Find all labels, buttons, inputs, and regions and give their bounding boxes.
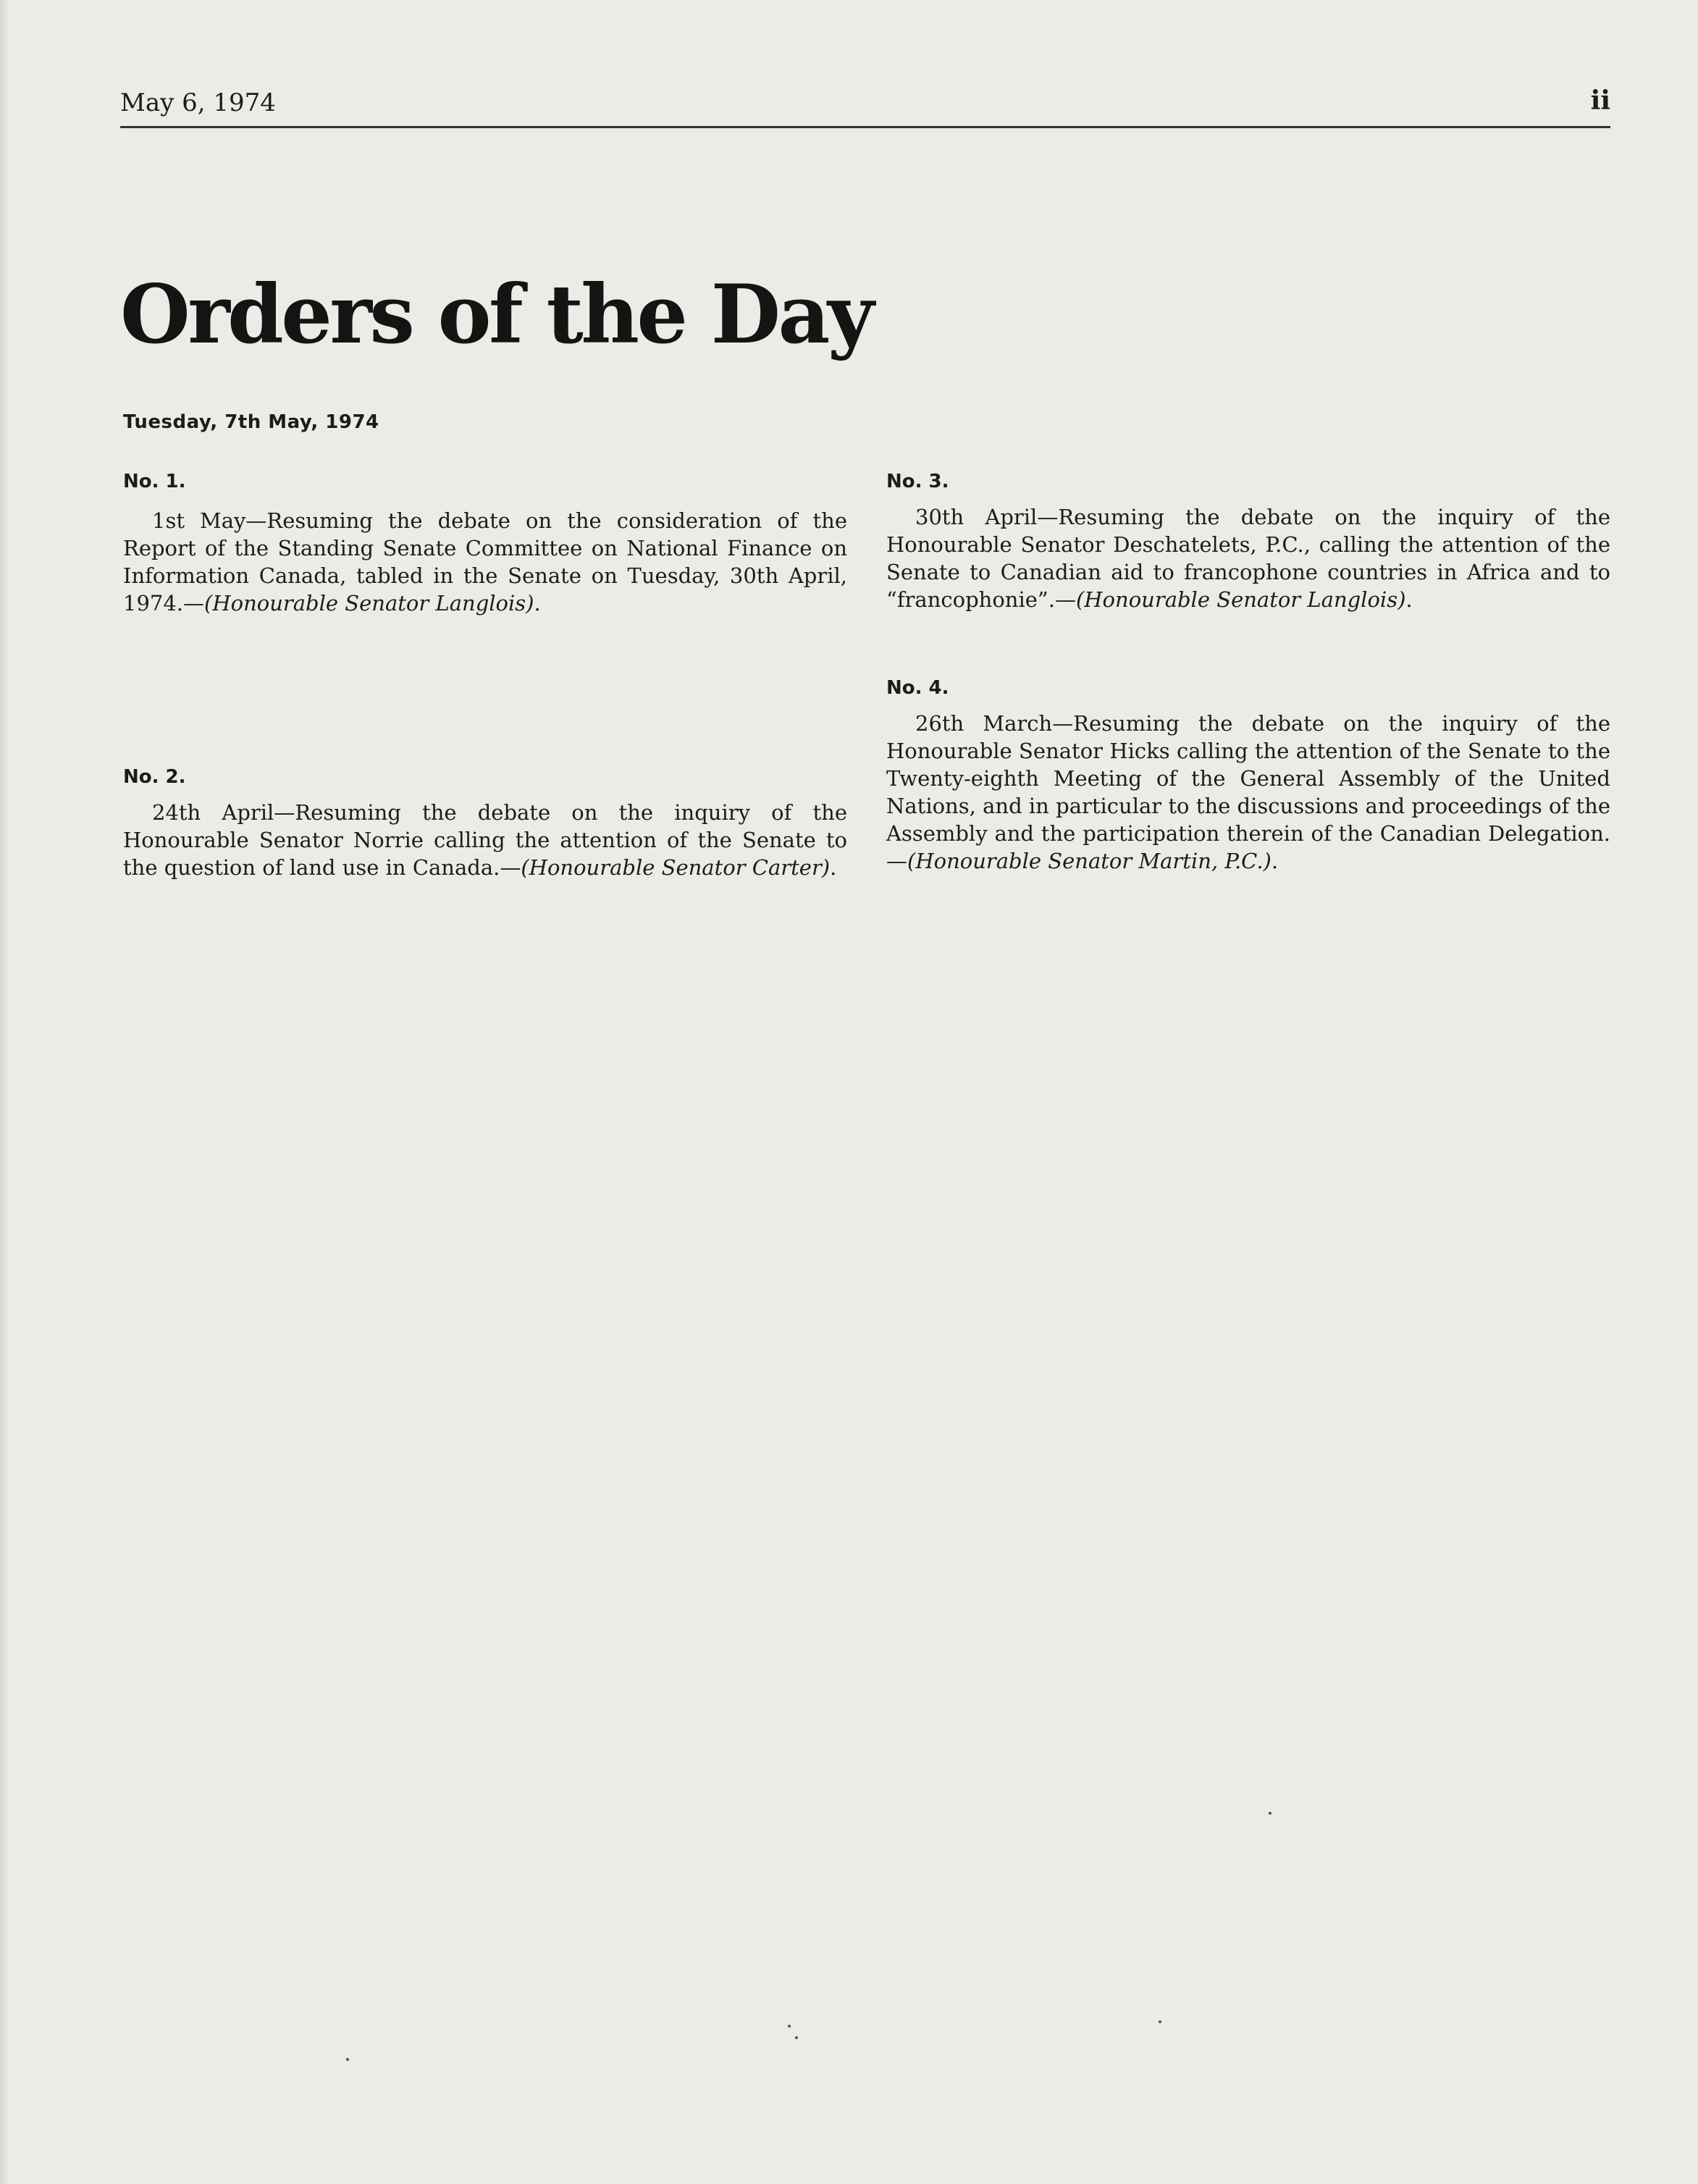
scan-speck <box>1269 1812 1272 1815</box>
item-text-3 <box>886 503 1610 613</box>
item-citation-1: (Honourable Senator Langlois) <box>204 591 534 616</box>
item-body-4: 26th March—Resuming the debate on the inquiry of the Honourable Senator Hicks calling the attention of the Senate to the Twenty-eighth Meeting of the General Assembly of the United Nations, and in particular to the discussions and proceedings of the Assembly and the participation therein of the Canadian Delegation.— <box>886 711 1610 873</box>
item-body-3: 30th April—Resuming the debate on the inquiry of the Honourable Senator Deschatelets, P.C., calling the attention of the Senate to Canadian aid to francophone countries in Africa and to “francophonie”.— <box>886 505 1610 612</box>
scan-speck <box>795 2036 798 2039</box>
header-page-number: ii <box>1590 85 1610 116</box>
item-body-1: 1st May—Resuming the debate on the consideration of the Report of the Standing Senate Committee on National Finance on Information Canada, tabled in the Senate on Tuesday, 30th April, 1974.— <box>123 508 847 616</box>
item-number-2: No. 2. <box>123 766 186 788</box>
header-date: May 6, 1974 <box>120 88 276 117</box>
item-number-1: No. 1. <box>123 471 186 492</box>
scan-speck <box>788 2025 791 2028</box>
item-end-4: . <box>1271 849 1279 873</box>
item-text-2 <box>123 799 847 881</box>
item-end-2: . <box>830 855 837 880</box>
date-heading: Tuesday, 7th May, 1974 <box>123 411 379 433</box>
scan-edge-shadow <box>0 0 10 2184</box>
item-citation-3: (Honourable Senator Langlois) <box>1075 587 1406 612</box>
page-title: Orders of the Day <box>120 268 872 362</box>
item-end-3: . <box>1405 587 1413 612</box>
item-number-4: No. 4. <box>886 677 949 699</box>
scan-speck <box>346 2058 349 2061</box>
item-citation-4: (Honourable Senator Martin, P.C.) <box>907 849 1272 873</box>
item-text-1 <box>123 507 847 617</box>
item-text-4 <box>886 710 1610 875</box>
item-number-3: No. 3. <box>886 471 949 492</box>
item-body-2: 24th April—Resuming the debate on the inquiry of the Honourable Senator Norrie calling the attention of the Senate to the question of land use in Canada.— <box>123 800 847 880</box>
item-end-1: . <box>534 591 541 616</box>
item-citation-2: (Honourable Senator Carter) <box>521 855 831 880</box>
page-header <box>120 85 1610 128</box>
scan-speck <box>1159 2020 1161 2023</box>
